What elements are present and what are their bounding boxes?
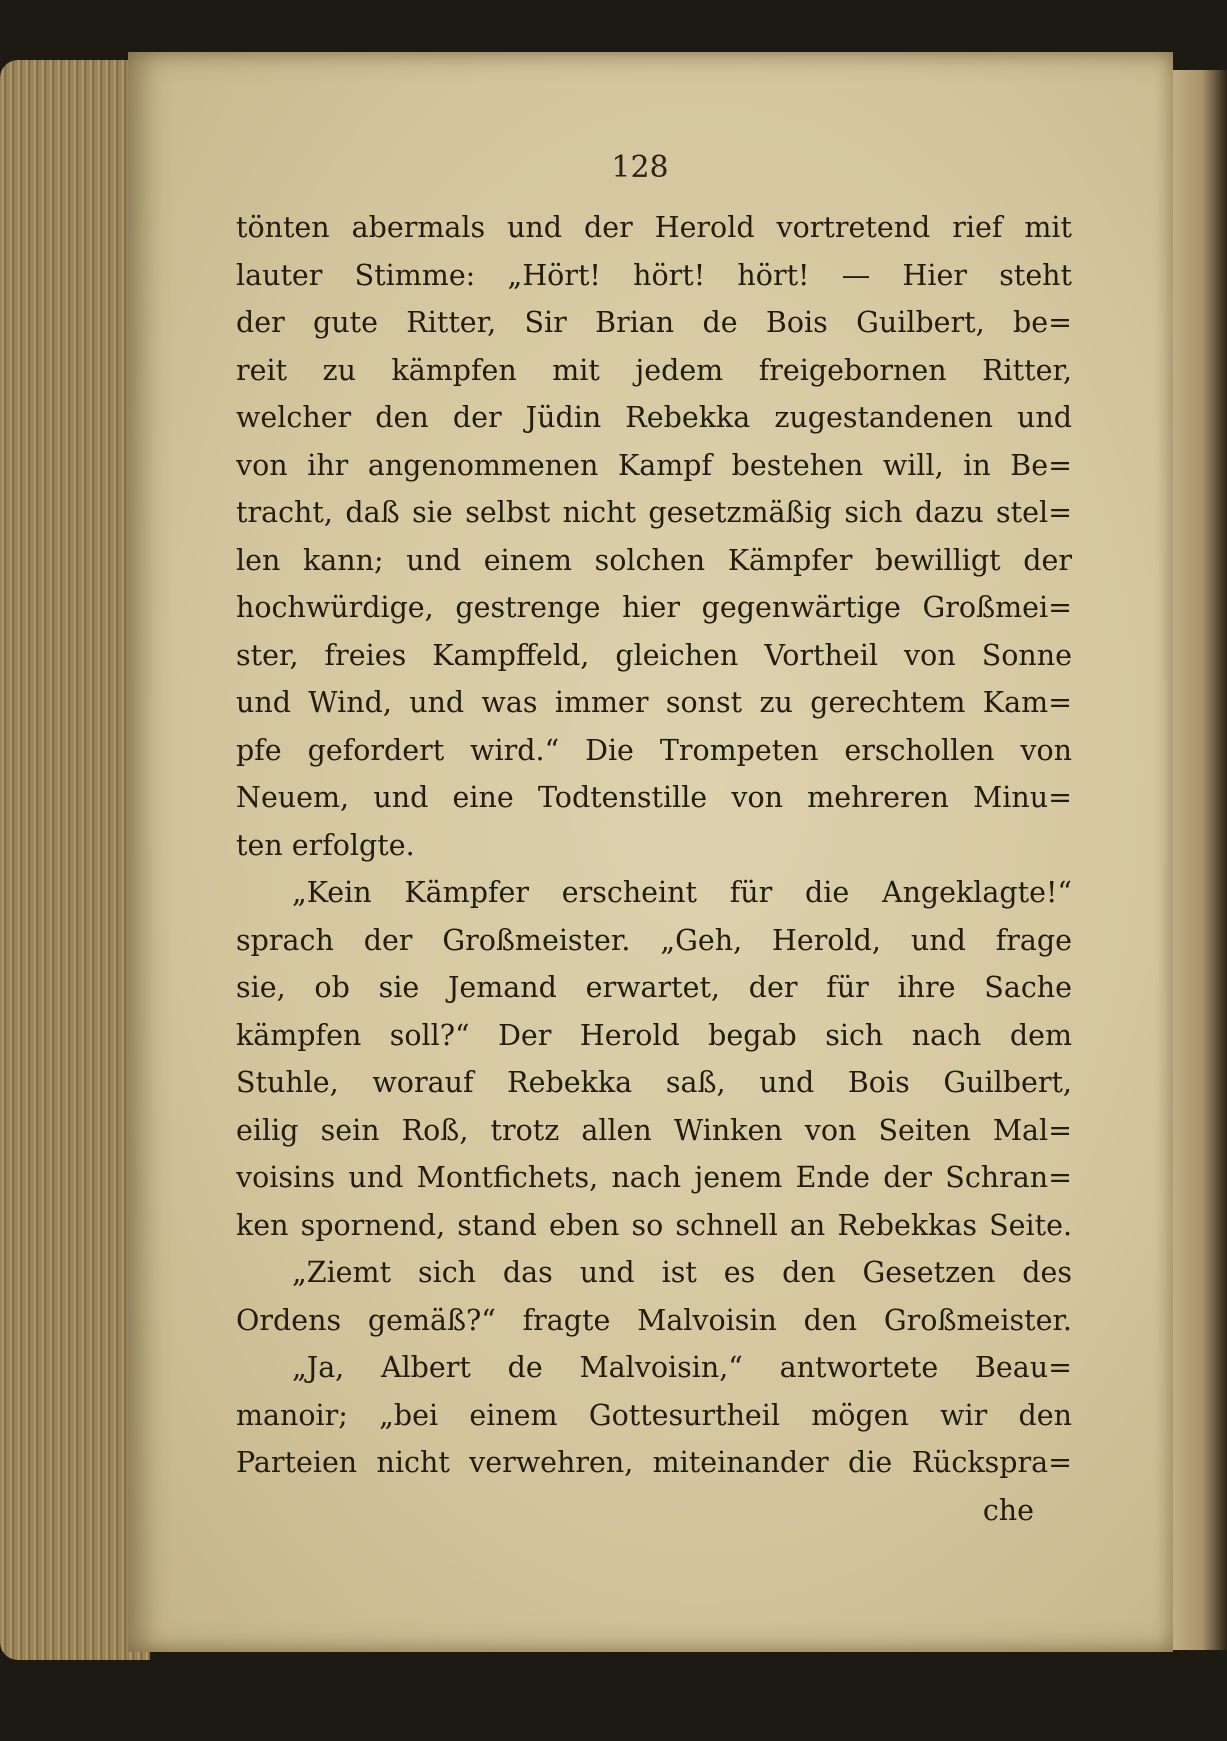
text-line: ster, freies Kampffeld, gleichen Vortheil von Sonne (236, 638, 1072, 672)
text-line: sie, ob sie Jemand erwartet, der für ihre Sache (236, 971, 1072, 1004)
text-line: der gute Ritter, Sir Brian de Bois Guilbert, be= (236, 306, 1072, 339)
text-line: pfe gefordert wird.“ Die Trompeten erschollen von (236, 733, 1072, 767)
body-text (236, 204, 1072, 1534)
catchword: che (982, 1493, 1034, 1527)
text-line: „Ziemt sich das und ist es den Gesetzen des (292, 1256, 1072, 1289)
page-number: 128 (611, 150, 669, 185)
text-line: Ordens gemäß?“ fragte Malvoisin den Großmeister. (236, 1303, 1072, 1337)
text-line: Parteien nicht verwehren, miteinander die Rücksprа= (236, 1446, 1072, 1479)
text-line: eilig sein Roß, trotz allen Winken von Seiten Mal= (236, 1113, 1072, 1147)
text-line: und Wind, und was immer sonst zu gerechtem Kam= (236, 686, 1072, 719)
text-line: sprach der Großmeister. „Geh, Herold, und frage (236, 923, 1072, 957)
text-line: „Ja, Albert de Malvoisin,“ antwortete Beau= (292, 1351, 1072, 1384)
text-line: Stuhle, worauf Rebekka saß, und Bois Guilbert, (236, 1066, 1072, 1099)
text-line: tönten abermals und der Herold vortretend rief mit (236, 211, 1072, 244)
text-line: lauter Stimme: „Hört! hört! hört! — Hier steht (236, 258, 1072, 292)
text-line: hochwürdige, gestrenge hier gegenwärtige Großmei= (236, 591, 1072, 624)
text-line: reit zu kämpfen mit jedem freigebornen Ritter, (236, 353, 1072, 387)
text-line: von ihr angenommenen Kampf bestehen will, in Be= (236, 448, 1072, 482)
text-line: kämpfen soll?“ Der Herold begab sich nach dem (236, 1018, 1072, 1052)
text-line: ten erfolgte. (236, 828, 415, 862)
text-line: len kann; und einem solchen Kämpfer bewilligt der (236, 543, 1072, 577)
text-line: welcher den der Jüdin Rebekka zugestandenen und (236, 401, 1072, 434)
text-line: tracht, daß sie selbst nicht gesetzmäßig sich dazu stel= (236, 496, 1072, 529)
text-line: „Kein Kämpfer erscheint für die Angeklagte!“ (292, 876, 1072, 909)
right-page-edges (1165, 70, 1227, 1650)
text-line: voisins und Montfichets, nach jenem Ende der Schran= (236, 1161, 1072, 1194)
text-line: Neuem, und eine Todtenstille von mehreren Minu= (236, 781, 1072, 814)
text-line: ken spornend, stand eben so schnell an Rebekkas Seite. (236, 1208, 1072, 1242)
text-line: manoir; „bei einem Gottesurtheil mögen wir den (236, 1398, 1072, 1432)
